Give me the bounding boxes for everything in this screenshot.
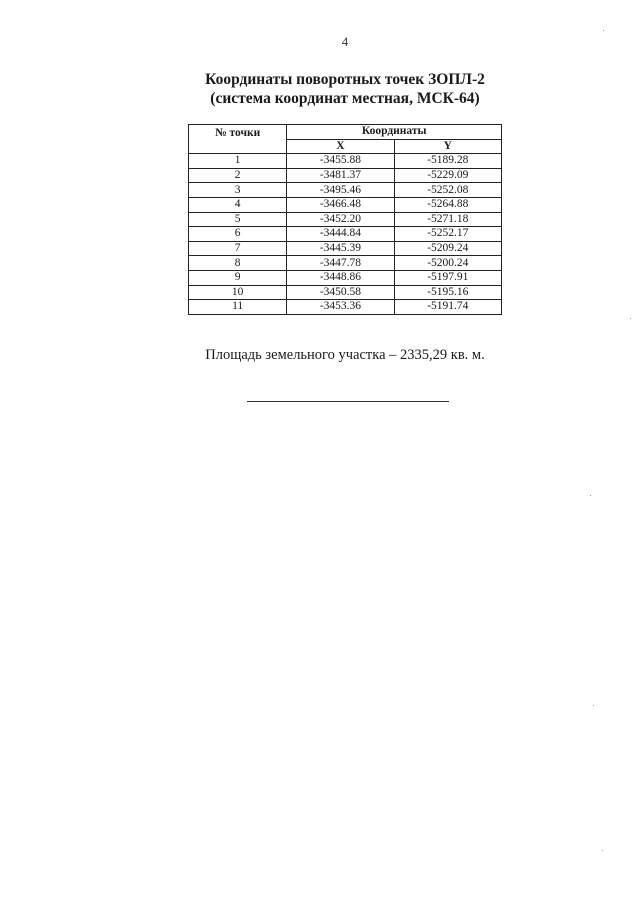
title-line-1: Координаты поворотных точек ЗОПЛ-2 xyxy=(205,71,485,88)
y-value: -5209.24 xyxy=(394,241,501,256)
y-value: -5191.74 xyxy=(394,300,501,315)
scan-artifact xyxy=(630,318,631,319)
signature-rule xyxy=(247,401,449,402)
x-value: -3447.78 xyxy=(287,256,394,271)
header-point-number: № точки xyxy=(189,125,287,154)
table-row xyxy=(189,212,502,227)
x-value: -3445.39 xyxy=(287,241,394,256)
point-number: 2 xyxy=(189,168,287,183)
point-number: 1 xyxy=(189,154,287,169)
scan-artifact xyxy=(593,705,594,706)
x-value: -3466.48 xyxy=(287,197,394,212)
x-value: -3495.46 xyxy=(287,183,394,198)
y-value: -5229.09 xyxy=(394,168,501,183)
document-title xyxy=(0,70,640,108)
table-row xyxy=(189,300,502,315)
scan-artifact xyxy=(603,30,604,31)
point-number: 8 xyxy=(189,256,287,271)
point-number: 7 xyxy=(189,241,287,256)
point-number: 3 xyxy=(189,183,287,198)
point-number: 11 xyxy=(189,300,287,315)
y-value: -5195.16 xyxy=(394,285,501,300)
coordinates-table xyxy=(188,124,502,315)
table-row xyxy=(189,256,502,271)
land-area-text: Площадь земельного участка – 2335,29 кв. м. xyxy=(205,347,485,363)
x-value: -3453.36 xyxy=(287,300,394,315)
x-value: -3448.86 xyxy=(287,270,394,285)
point-number: 10 xyxy=(189,285,287,300)
scan-artifact xyxy=(602,850,603,851)
y-value: -5271.18 xyxy=(394,212,501,227)
point-number: 4 xyxy=(189,197,287,212)
scan-artifact xyxy=(590,495,591,496)
table-row xyxy=(189,270,502,285)
title-line-2: (система координат местная, МСК-64) xyxy=(210,90,480,107)
x-value: -3450.58 xyxy=(287,285,394,300)
table-row xyxy=(189,227,502,242)
table-row xyxy=(189,241,502,256)
table-row xyxy=(189,197,502,212)
x-value: -3452.20 xyxy=(287,212,394,227)
x-value: -3455.88 xyxy=(287,154,394,169)
page-number: 4 xyxy=(341,34,349,49)
point-number: 9 xyxy=(189,270,287,285)
y-value: -5252.08 xyxy=(394,183,501,198)
point-number: 5 xyxy=(189,212,287,227)
x-value: -3444.84 xyxy=(287,227,394,242)
table-row xyxy=(189,168,502,183)
header-coordinates: Координаты xyxy=(287,125,502,140)
y-value: -5189.28 xyxy=(394,154,501,169)
x-value: -3481.37 xyxy=(287,168,394,183)
table-row xyxy=(189,154,502,169)
header-y: Y xyxy=(394,139,501,154)
y-value: -5200.24 xyxy=(394,256,501,271)
point-number: 6 xyxy=(189,227,287,242)
y-value: -5252.17 xyxy=(394,227,501,242)
y-value: -5197.91 xyxy=(394,270,501,285)
y-value: -5264.88 xyxy=(394,197,501,212)
table-row xyxy=(189,183,502,198)
table-row xyxy=(189,285,502,300)
header-x: X xyxy=(287,139,394,154)
